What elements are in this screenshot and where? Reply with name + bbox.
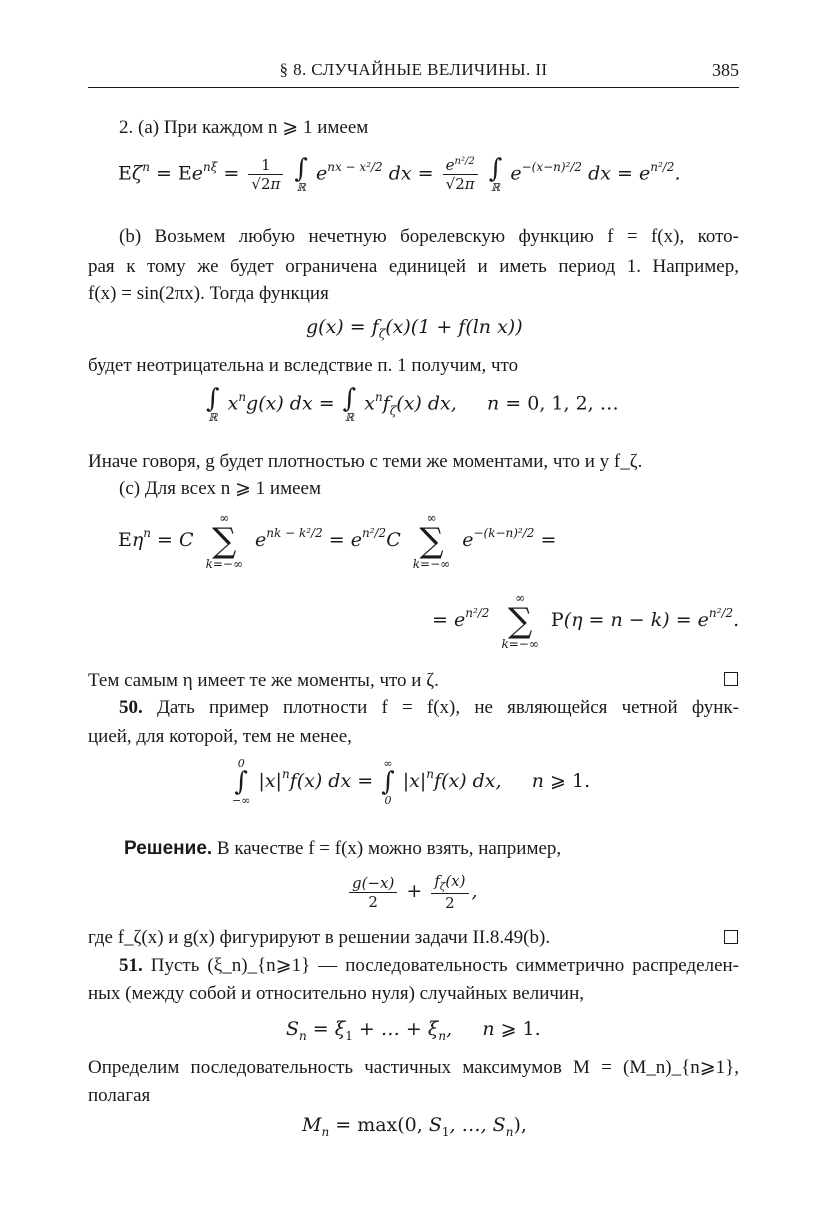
- header-rule: [88, 87, 739, 88]
- problem-51-line-1: 51. Пусть (ξ_n)_{n⩾1} — последовательность симметрично распределен-: [119, 955, 739, 976]
- problem-51-line-4: полагая: [88, 1085, 151, 1106]
- solution-50-line: Решение. В качестве f = f(x) можно взять, например,: [124, 838, 562, 859]
- formula-example-density: $\frac{g(-x)}{2}$ + $\frac{f_\zeta(x)}{2}$ ,: [346, 872, 478, 912]
- paragraph-2b-line-3: f(x) = sin(2πx). Тогда функция: [88, 283, 329, 304]
- running-header-title: § 8. СЛУЧАЙНЫЕ ВЕЛИЧИНЫ. II: [279, 60, 548, 79]
- formula-moments-zeta: $E\zeta^n = Ee^{n\xi}$ = $\frac{1}{√2\pi}$ ∫ ℝ $e^{nx - x^2/2}$ dx = $\frac{e^{n^2/2}}{√2\pi}$ ∫ ℝ $e^{-(x-n)^2/2}$ dx = $e^{n^2/2}$.: [118, 154, 681, 194]
- formula-g-definition: $g(x) = f_\zeta(x)(1 + f(\ln$ x)): [306, 316, 523, 341]
- paragraph-2b-line-1: (b) Возьмем любую нечетную борелевскую функцию f = f(x), кото-: [119, 226, 739, 247]
- qed-mark-1: [724, 672, 738, 686]
- conclusion-line: Тем самым η имеет те же моменты, что и ζ.: [88, 670, 439, 691]
- problem-50-number: 50.: [119, 697, 143, 718]
- qed-mark-2: [724, 930, 738, 944]
- formula-moments-eta-line-1: $E\eta^n = C$ ∞ ∑ k=−∞ $e^{nk - k^2/2} = e^{n^2/2}C$ ∞ ∑ k=−∞ $e^{-(k-n)^2/2}$ =: [118, 511, 557, 571]
- formula-equal-moments: ∫ ℝ $x^ng(x)$ dx = ∫ ℝ $x^nf_\zeta(x)$ dx, n = 0, 1, 2, …: [206, 384, 619, 424]
- problem-50-line-1: 50. Дать пример плотности f = f(x), не являющейся четной функ-: [119, 697, 739, 718]
- paragraph-2b-line-2: рая к тому же будет ограничена единицей и иметь период 1. Например,: [88, 256, 739, 277]
- problem-50-line-2: цией, для которой, тем не менее,: [88, 726, 352, 747]
- paragraph-2a-intro: 2. (a) При каждом n ⩾ 1 имеем: [119, 117, 369, 138]
- problem-51-line-2: ных (между собой и относительно нуля) случайных величин,: [88, 983, 585, 1004]
- formula-moments-eta-line-2: = $e^{n^2/2}$ ∞ ∑ k=−∞ $P(\eta = n - k) = e^{n^2/2}$.: [432, 591, 740, 651]
- page-number: 385: [712, 60, 739, 80]
- formula-symmetric-moments: 0 ∫ −∞ $|x|^nf(x)$ dx = ∞ ∫ 0 $|x|^nf(x)$ dx, n ⩾ 1.: [232, 757, 591, 807]
- solution-50-reference: где f_ζ(x) и g(x) фигурируют в решении задачи II.8.49(b).: [88, 927, 551, 948]
- problem-51-number: 51.: [119, 955, 143, 976]
- formula-partial-sums: $S_n = \xi_1$ + … + $\xi_n$, n ⩾ 1.: [286, 1018, 541, 1043]
- paragraph-2c-intro: (c) Для всех n ⩾ 1 имеем: [119, 478, 321, 499]
- problem-51-line-3: Определим последовательность частичных максимумов M = (M_n)_{n⩾1},: [88, 1057, 739, 1078]
- solution-heading: Решение.: [124, 838, 213, 859]
- formula-partial-maxima: $M_n = \max(0$, $S_1$, …, $S_n$),: [302, 1114, 527, 1139]
- paragraph-2b-line-4: будет неотрицательна и вследствие п. 1 получим, что: [88, 355, 519, 376]
- paragraph-2b-line-5: Иначе говоря, g будет плотностью с теми же моментами, что и у f_ζ.: [88, 451, 643, 472]
